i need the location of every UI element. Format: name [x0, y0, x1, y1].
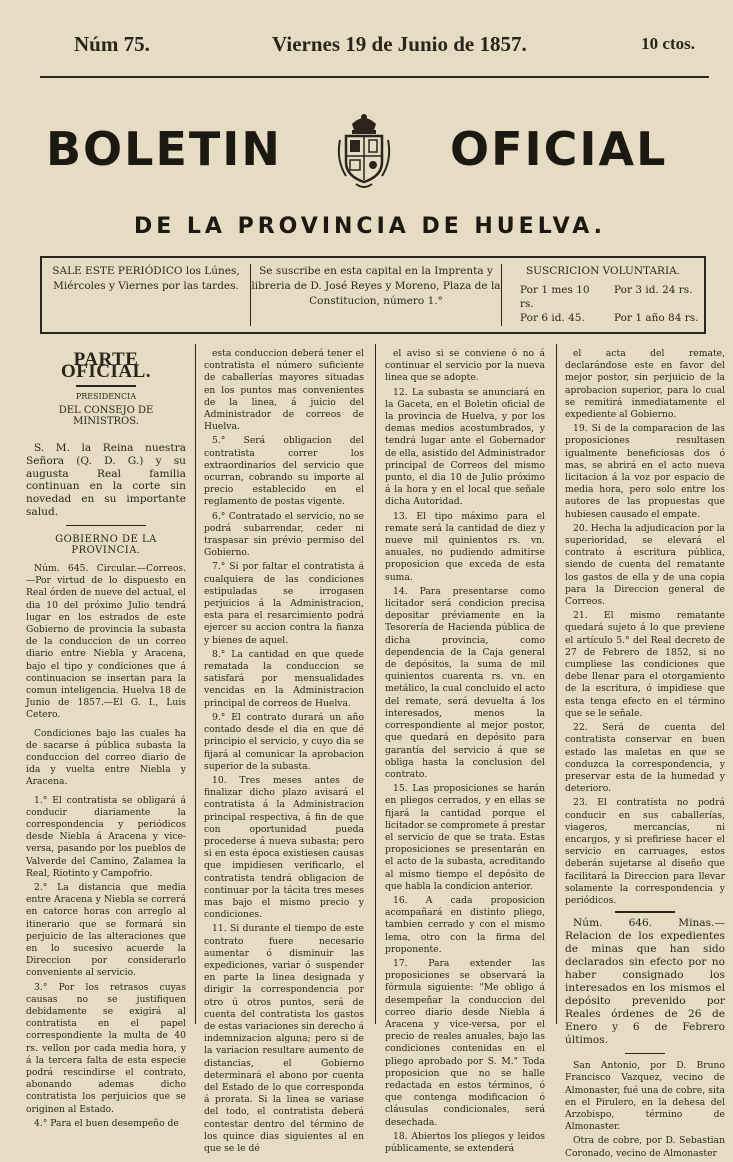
condition-8: 8.° La cantidad en que quede rematada la conduccion se satisfará por mensualidades vencidas en la Administracion principal de correos de Huelva. [204, 648, 364, 709]
ornament-divider [76, 385, 136, 387]
issue-number: Núm 75. [74, 32, 150, 56]
masthead-subtitle: DE LA PROVINCIA DE HUELVA. [133, 214, 607, 239]
header-rule [40, 76, 709, 78]
subscription-rates [506, 264, 700, 325]
divider [625, 1053, 665, 1054]
condition-19: 19. Si de la comparacion de las proposiciones resultasen igualmente beneficiosas dos ó mas, se abrirá en el acto nueva licitacion á la voz por espacio de media hora, pero solo entre los autores de las propuestas que hubiesen causado el empate. [565, 423, 725, 520]
publication-schedule: SALE ESTE PERIÓDICO los Lúnes, Miércoles y Viernes por las tardes. [52, 265, 240, 292]
publication-info-box [40, 256, 706, 334]
condition-20: 20. Hecha la adjudicacion por la superioridad, se elevará el contrato á escritura pública, siendo de cuenta del rematante los gastos de ella y de una copia para la Direccion general de Correos. [565, 522, 725, 608]
condition-2: 2.° La distancia que media entre Aracena y Niebla se correrá en catorce horas con arreglo al itinerario que se formará sin perjuicio de las alteraciones que en lo sucesivo acuerde la Direccion por considerarlo conveniente al servicio. [26, 882, 186, 979]
royal-health-notice: S. M. la Reina nuestra Señora (Q. D. G.) y su augusta Real familia continuan en la corte sin novedad en su importante salud. [26, 441, 186, 518]
condition-18: 18. Abiertos los pliegos y leidos públicamente, se extenderá [385, 1130, 545, 1154]
conditions-title: Condiciones bajo las cuales ha de sacarse á pública subasta la conduccion del correo diario de ida y vuelta entre Niebla y Aracena. [26, 727, 186, 788]
condition-15: 15. Las proposiciones se harán en pliegos cerrados, y en ellas se fijará la cantidad porque el licitador se compromete á prestar el servicio de que se trata. Estas proposiciones se presentarán en el acto de la subasta, acreditando al mismo tiempo el depósito de que habla la condicion anterior. [385, 783, 545, 892]
heading-presidencia: PRESIDENCIA [75, 392, 137, 402]
ornament-divider [615, 911, 675, 913]
column-3 [385, 348, 545, 1157]
column-rule [375, 344, 376, 1024]
condition-17: 17. Para extender las proposiciones se observará la fórmula siguiente: "Me obligo á desempeñar la conduccion del correo diario desde Niebla á Aracena y vice-versa, por el precio de reales anuales, bajo las condiciones contenidas en el pliego aprobado por S. M." Toda proposicion que no se halle redactada en estos términos, ó que contenga modificacion ó cláusulas condicionales, será desechada. [385, 957, 545, 1128]
issue-header [40, 32, 709, 58]
condition-23: 23. El contratista no podrá conducir en sus caballerías, viageros, mercancías, ni encargos, y si prefiriese hacer el servicio en carruages, estos deberán sujetarse al diseño que facilitará la Direccion para llevar solamente la correspondencia y periódicos. [565, 797, 725, 906]
condition-11-cont: el aviso si se conviene ó no á continuar el servicio por la nueva linea que se adopte. [385, 348, 545, 384]
condition-11: 11. Si durante el tiempo de este contrato fuere necesario aumentar ó disminuir las expediciones, variar ó suspender en parte la linea designada y dirigir la correspondencia por otro ú otros puntos, será de cuenta del contratista los gastos de estas variaciones sin derecho á indemnizacion alguna; pero si de la variacion resultare aumento de distancias, el Gobierno determinará el abono por cuenta del Estado de lo que corresponda á prorata. Si la linea se variase del todo, el contratista deberá contestar dentro del término de los quince dias siguientes al en que se le dé [204, 923, 364, 1154]
condition-12: 12. La subasta se anunciará en la Gaceta, en el Boletin oficial de la provincia de Huelva, y por los demas medios acostumbrados, y tendrá lugar ante el Gobernador de ella, asistido del Administrador principal de Correos del mismo punto, el dia 10 de Julio próximo á la hora y en el local que señale dicha Autoridad. [385, 386, 545, 508]
condition-13: 13. El tipo máximo para el remate será la cantidad de diez y nueve mil quinientos rs. vn. anuales, no pudiendo admitirse proposicion que exceda de esta suma. [385, 510, 545, 583]
condition-18-cont: el acta del remate, declarándose este en favor del mejor postor, sin perjuicio de la aprobacion superior, para lo cual se remitirá inmediatamente el expediente al Gobierno. [565, 348, 725, 421]
condition-21: 21. El mismo rematante quedará sujeto á lo que previene el artículo 5.° del Real decreto de 27 de Febrero de 1852, si no cumpliese las condiciones que debe llenar para el otorgamiento de la escritura, ó impidiese que esta tenga efecto en el término que se le señale. [565, 610, 725, 719]
condition-6: 6.° Contratado el servicio, no se podrá subarrendar, ceder ni traspasar sin prévio permiso del Gobierno. [204, 510, 364, 559]
condition-22: 22. Será de cuenta del contratista conservar en buen estado las maletas en que se conduzca la correspondencia, y preservar esta de la humedad y deterioro. [565, 722, 725, 795]
condition-16: 16. A cada proposicion acompañará en distinto pliego, tambien cerrado y con el mismo lema, otro con la firma del proponente. [385, 894, 545, 955]
circular-645: Núm. 645. Circular.—Correos. —Por virtud de lo dispuesto en Real órden de nueve del actual, el dia 10 del próximo Julio tendrá lugar en los estrados de este Gobierno de provincia la subasta de la conduccion de un correo diario entre Niebla y Aracena, bajo el tipo y condiciones que á continuacion se insertan para la comun inteligencia. Huelva 18 de Junio de 1857.—El G. I., Luis Cetero. [26, 562, 186, 721]
rates-grid [506, 283, 700, 325]
column-4 [565, 348, 725, 1162]
heading-gobierno: GOBIERNO DE LA PROVINCIA. [55, 533, 157, 557]
subscription-location: Se suscribe en esta capital en la Imprenta y libreria de D. José Reyes y Moreno, Plaza de la Constitucion, número 1.° [250, 264, 502, 326]
masthead [46, 122, 692, 182]
rate-item: Por 3 id. 24 rs. [614, 284, 693, 296]
masthead-word-boletin: BOLETIN [46, 122, 282, 176]
condition-5: 5.° Será obligacion del contratista correr los extraordinarios del servicio que ocurran, cobrando su importe al precio establecido en el reglamento de postas vigente. [204, 435, 364, 508]
column-2 [204, 348, 364, 1157]
condition-10: 10. Tres meses antes de finalizar dicho plazo avisará el contratista á la Administracion principal respectiva, á fin de que con oportunidad pueda procederse á nueva subasta; pero si en esta época existiesen causas que impidiesen verificarlo, el contratista tendrá obligacion de continuar por la tácita tres meses mas bajo el mismo precio y condiciones. [204, 774, 364, 921]
issue-date: Viernes 19 de Junio de 1857. [272, 32, 527, 56]
rate-item: Por 1 año 84 rs. [614, 312, 699, 324]
column-rule [195, 344, 196, 1024]
mine-san-antonio: San Antonio, por D. Bruno Francisco Vazquez, vecino de Almonaster, fué una de cobre, sita en el Pirulero, en la dehesa del Arzobispo, término de Almonaster. [565, 1060, 725, 1133]
section-title-parte-oficial: PARTE OFICIAL. [60, 349, 152, 382]
notice-646-minas: Núm. 646. Minas.—Relacion de los expedientes de minas que han sido declarados sin efecto por no haber consignado los interesados en los mismos el depósito prevenido por Reales órdenes de 26 de Enero y 6 de Febrero últimos. [565, 917, 725, 1047]
condition-1: 1.° El contratista se obligará á conducir diariamente la correspondencia y periódicos desde Niebla á Aracena y vice-versa, pasando por los pueblos de Valverde del Camino, Zalamea la Real, Riotinto y Campofrio. [26, 794, 186, 879]
condition-7: 7.° Si por faltar el contratista á cualquiera de las condiciones estipuladas se irrogasen perjuicios á la Administracion, esta para el resarcimiento podrá ejercer su accion contra la fianza y bienes de aquel. [204, 561, 364, 646]
heading-consejo: DEL CONSEJO DE MINISTROS. [58, 404, 154, 428]
condition-9: 9.° El contrato durará un año contado desde el dia en que dé principio el servicio, y cuyo dia se fijará al comunicar la aprobacion superior de la subasta. [204, 711, 364, 772]
rate-item: Por 6 id. 45. [520, 312, 585, 324]
mine-otra: Otra de cobre, por D. Sebastian Coronado, vecino de Almonaster [565, 1135, 725, 1159]
condition-4-cont: esta conduccion deberá tener el contratista el número suficiente de caballerías mayores situadas en los puntos mas convenientes de la linea, á juicio del Administrador de correos de Huelva. [204, 348, 364, 433]
coat-of-arms-icon [332, 110, 396, 190]
condition-3: 3.° Por los retrasos cuyas causas no se justifiquen debidamente se exigirá al contratista en el papel correspondiente la multa de 40 rs. vellon por cada media hora, y á la tercera falta de esta especie podrá rescindirse el contrato, abonando ademas dicho contratista los perjuicios que se originen al Estado. [26, 981, 186, 1115]
condition-14: 14. Para presentarse como licitador será condicion precisa depositar préviamente en la Tesorería de Hacienda pública de dicha provincia, como dependencia de la Caja general de depósitos, la suma de mil quinientos cuarenta rs. vn. en metálico, la cual concluido el acto del remate, será devuelta á los interesados, menos la correspondiente al mejor postor, que quedará en depósito para garantía del servicio á que se obliga hasta la conclusion del contrato. [385, 585, 545, 780]
column-1 [26, 348, 186, 1132]
divider [66, 525, 146, 526]
masthead-word-oficial: OFICIAL [450, 122, 668, 176]
issue-price: 10 ctos. [641, 34, 695, 53]
rate-item: Por 1 mes 10 rs. [520, 284, 590, 310]
column-rule [556, 344, 557, 1024]
condition-4: 4.° Para el buen desempeño de [34, 1117, 179, 1129]
subscription-title: SUSCRICION VOLUNTARIA. [525, 265, 681, 277]
